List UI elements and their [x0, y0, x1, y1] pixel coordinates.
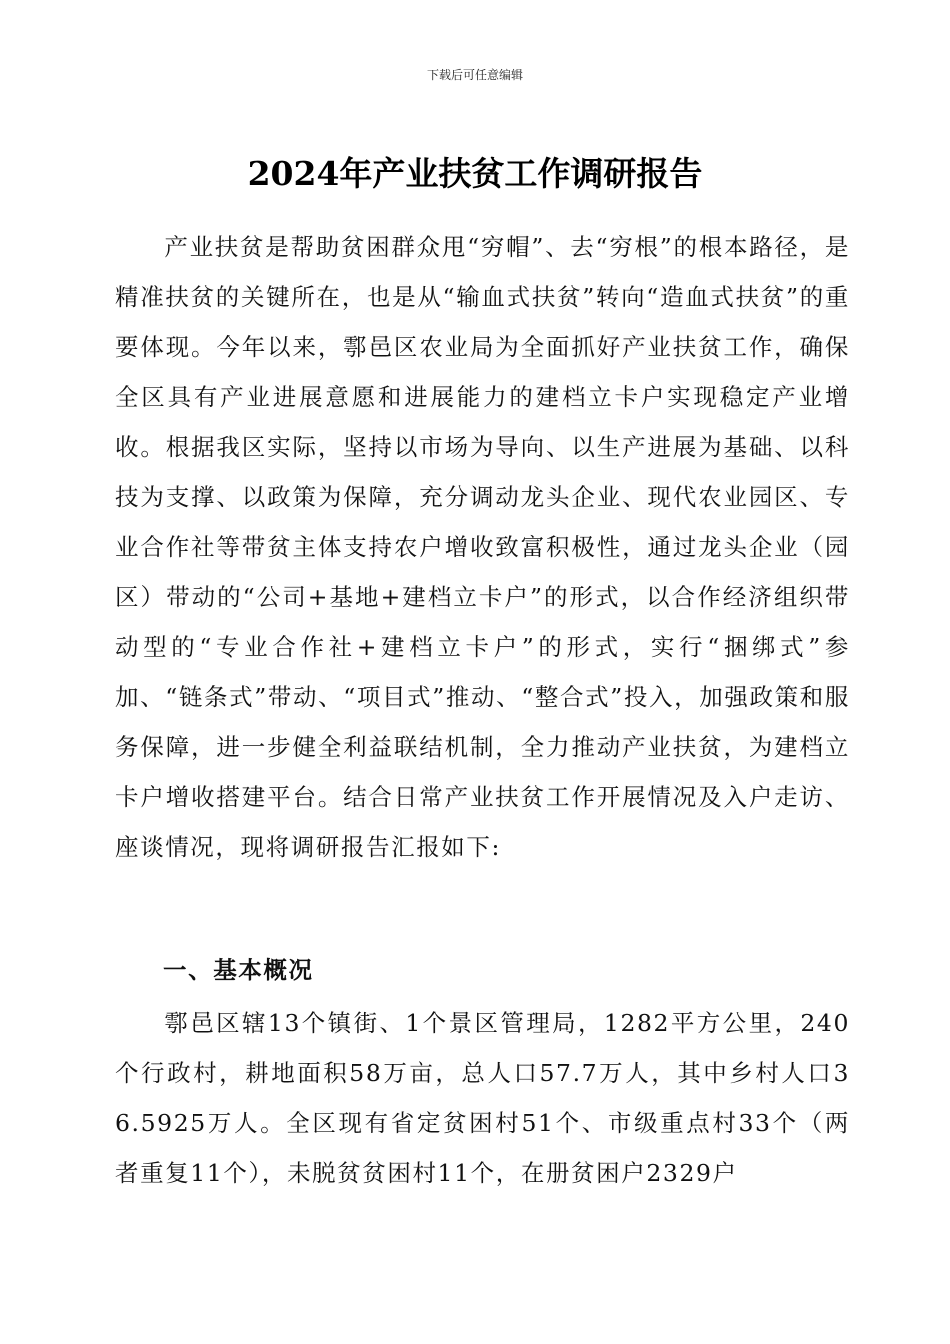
- section-heading-basic-overview: 一、基本概况: [163, 956, 314, 984]
- document-title: 2024年产业扶贫工作调研报告: [247, 154, 703, 193]
- paragraph-intro: 产业扶贫是帮助贫困群众甩“穷帽”、去“穷根”的根本路径，是精准扶贫的关键所在，也是从“输血式扶贫”转向“造血式扶贫”的重要体现。今年以来，鄠邑区农业局为全面抓好产业扶贫工作，确保全区具有产业进展意愿和进展能力的建档立卡户实现稳定产业增收。根据我区实际，坚持以市场为导向、以生产进展为基础、以科技为支撑、以政策为保障，充分调动龙头企业、现代农业园区、专业合作社等带贫主体支持农户增收致富积极性，通过龙头企业（园区）带动的“公司+基地+建档立卡户”的形式，以合作经济组织带动型的“专业合作社+建档立卡户”的形式，实行“捆绑式”参加、“链条式”带动、“项目式”推动、“整合式”投入，加强政策和服务保障，进一步健全利益联结机制，全力推动产业扶贫，为建档立卡户增收搭建平台。结合日常产业扶贫工作开展情况及入户走访、座谈情况，现将调研报告汇报如下:: [115, 233, 850, 861]
- header-note: 下载后可任意编辑: [426, 68, 523, 82]
- paragraph-basic-overview: 鄠邑区辖13个镇街、1个景区管理局，1282平方公里，240个行政村，耕地面积58万亩，总人口57.7万人，其中乡村人口36.5925万人。全区现有省定贫困村51个、市级重点村33个（两者重复11个），未脱贫贫困村11个，在册贫困户2329户: [115, 1009, 850, 1187]
